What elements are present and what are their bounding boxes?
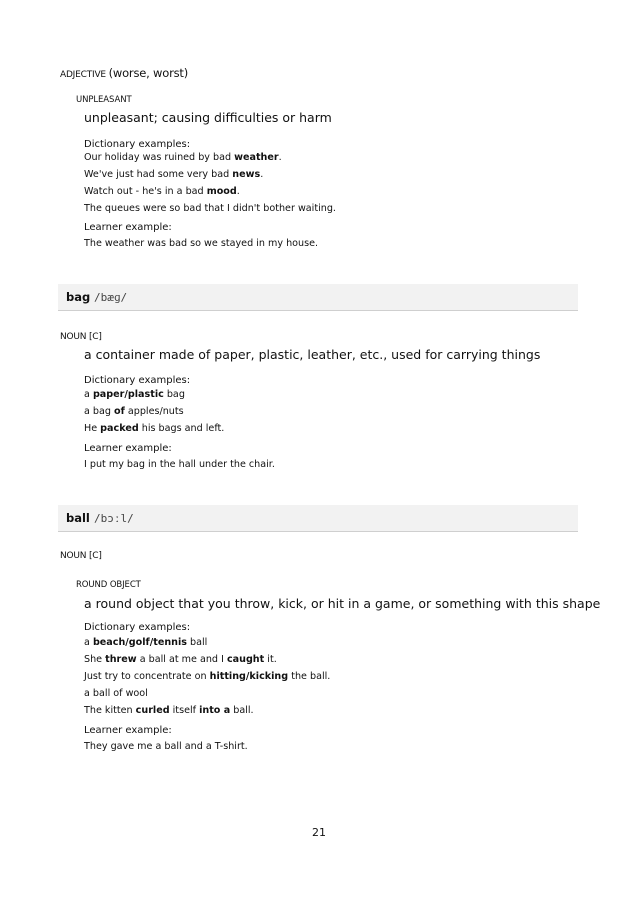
page-number: 21	[312, 826, 326, 839]
example-line: Watch out - he's in a bad mood.	[84, 186, 240, 197]
pos-label-ball: NOUN [C]	[60, 551, 102, 561]
pos-label-bad: ADJECTIVE (worse, worst)	[60, 66, 188, 80]
dictionary-examples-bad	[84, 149, 336, 217]
guideword-ball: ROUND OBJECT	[76, 580, 141, 590]
example-line: She threw a ball at me and I caught it.	[84, 654, 277, 665]
example-line: The queues were so bad that I didn't bother waiting.	[84, 203, 336, 214]
dictionary-examples-ball	[84, 634, 330, 719]
definition-ball: a round object that you throw, kick, or hit in a game, or something with this shape	[84, 596, 601, 611]
learner-example-label-bad: Learner example:	[84, 222, 172, 233]
example-line: We've just had some very bad news.	[84, 169, 264, 180]
dictionary-examples-bag	[84, 386, 224, 437]
example-line: Our holiday was ruined by bad weather.	[84, 152, 282, 163]
dictionary-examples-label-bag: Dictionary examples:	[84, 375, 191, 386]
learner-example-label-ball: Learner example:	[84, 725, 172, 736]
pronunciation-bag: /bæɡ/	[94, 291, 128, 304]
learner-example-bag: I put my bag in the hall under the chair.	[84, 459, 275, 470]
learner-example-ball: They gave me a ball and a T-shirt.	[84, 741, 248, 752]
example-line: a beach/golf/tennis ball	[84, 637, 208, 648]
guideword-bad: UNPLEASANT	[76, 95, 132, 105]
dictionary-examples-label-bad: Dictionary examples:	[84, 139, 191, 150]
learner-example-bad: The weather was bad so we stayed in my house.	[84, 238, 319, 249]
definition-bag: a container made of paper, plastic, leather, etc., used for carrying things	[84, 347, 541, 362]
pronunciation-ball: /bɔːl/	[94, 512, 134, 525]
headword-ball: ball	[66, 511, 90, 525]
entry-header-bag	[58, 284, 578, 311]
learner-example-label-bag: Learner example:	[84, 443, 172, 454]
dictionary-examples-label-ball: Dictionary examples:	[84, 622, 191, 633]
pos-label-bag: NOUN [C]	[60, 332, 102, 342]
inflected-forms: (worse, worst)	[108, 66, 188, 80]
example-line: He packed his bags and left.	[84, 423, 225, 434]
example-line: a paper/plastic bag	[84, 389, 185, 400]
example-line: The kitten curled itself into a ball.	[84, 705, 254, 716]
example-line: Just try to concentrate on hitting/kicking the ball.	[84, 671, 331, 682]
headword-bag: bag	[66, 290, 91, 304]
entry-header-ball	[58, 505, 578, 532]
example-line: a ball of wool	[84, 688, 148, 699]
definition-bad: unpleasant; causing difficulties or harm	[84, 110, 332, 125]
example-line: a bag of apples/nuts	[84, 406, 184, 417]
